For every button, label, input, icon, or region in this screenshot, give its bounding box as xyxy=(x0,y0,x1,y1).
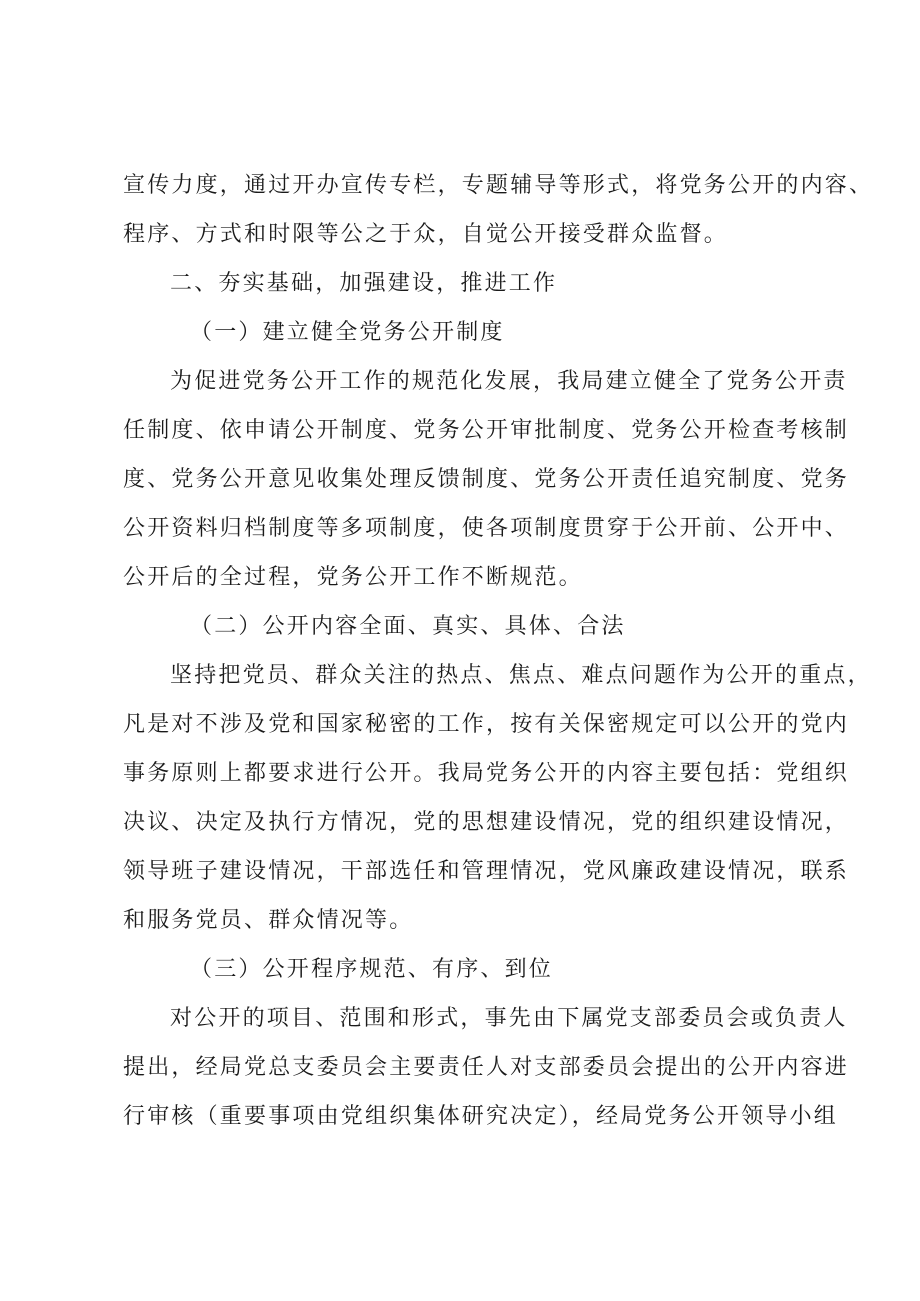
paragraph-line: 领导班子建设情况，干部选任和管理情况，党风廉政建设情况，联系 xyxy=(123,859,850,884)
paragraph-line: 凡是对不涉及党和国家秘密的工作，按有关保密规定可以公开的党内 xyxy=(123,712,850,737)
paragraph-line: 对公开的项目、范围和形式，事先由下属党支部委员会或负责人 xyxy=(170,1006,848,1031)
subsection-heading: （二）公开内容全面、真实、具体、合法 xyxy=(190,614,626,639)
section-heading: 二、夯实基础，加强建设，推进工作 xyxy=(170,271,558,296)
paragraph-line: 坚持把党员、群众关注的热点、焦点、难点问题作为公开的重点， xyxy=(170,663,872,688)
paragraph-line: 宣传力度，通过开办宣传专栏，专题辅导等形式，将党务公开的内容、 xyxy=(123,173,874,198)
subsection-heading: （三）公开程序规范、有序、到位 xyxy=(190,957,554,982)
paragraph-line: 决议、决定及执行方情况，党的思想建设情况，党的组织建设情况， xyxy=(123,810,850,835)
subsection-heading: （一）建立健全党务公开制度 xyxy=(190,320,505,345)
paragraph-line: 提出，经局党总支委员会主要责任人对支部委员会提出的公开内容进 xyxy=(123,1055,850,1080)
paragraph-line: 行审核（重要事项由党组织集体研究决定），经局党务公开领导小组 xyxy=(123,1104,839,1129)
paragraph-line: 和服务党员、群众情况等。 xyxy=(123,908,414,933)
paragraph-line: 公开后的全过程，党务公开工作不断规范。 xyxy=(123,565,583,590)
paragraph-line: 任制度、依申请公开制度、党务公开审批制度、党务公开检查考核制 xyxy=(123,418,850,443)
paragraph-line: 程序、方式和时限等公之于众，自觉公开接受群众监督。 xyxy=(123,222,729,247)
paragraph-line: 公开资料归档制度等多项制度，使各项制度贯穿于公开前、公开中、 xyxy=(123,516,850,541)
paragraph-line: 事务原则上都要求进行公开。我局党务公开的内容主要包括：党组织 xyxy=(123,761,850,786)
paragraph-line: 度、党务公开意见收集处理反馈制度、党务公开责任追究制度、党务 xyxy=(123,467,850,492)
paragraph-line: 为促进党务公开工作的规范化发展，我局建立健全了党务公开责 xyxy=(170,369,848,394)
